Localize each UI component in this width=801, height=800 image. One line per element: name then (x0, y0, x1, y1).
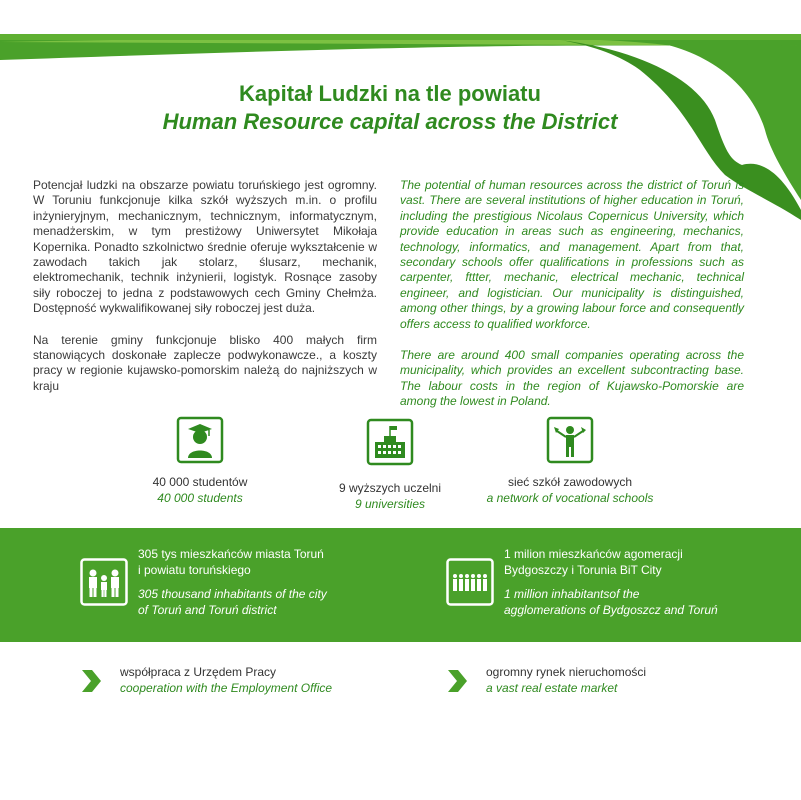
feature-vocational-en: a network of vocational schools (486, 491, 654, 505)
feature-universities-en: 9 universities (354, 497, 426, 511)
page-title-polish: Kapitał Ludzki na tle powiatu (239, 81, 541, 106)
graduate-icon (176, 416, 224, 464)
stat-2-en-line2: agglomerations of Bydgoszcz and Toruń (504, 603, 718, 617)
page-title-english: Human Resource capital across the District (162, 109, 618, 134)
polish-text-column (33, 178, 377, 410)
stat-1-en-line2: of Toruń and Toruń district (138, 603, 277, 617)
university-building-icon (366, 418, 414, 466)
chevron-right-icon (80, 668, 102, 694)
polish-paragraph-1: Potencjał ludzki na obszarze powiatu toruńskiego jest ogromny. W Toruniu funkcjonuje kilka szkół wyższych m.in. o profilu inżynieryjnym, mechanicznym, technicznym, informatycznym, menadżerskim, w tym prestiżowy Uniwersytet Mikołaja Kopernika. Ponadto szkolnictwo średnie oferuje wykształcenie w zawodach takich jak stolarz, ślusarz, mechanik, elektromechanik, technik inżynierii, logistyk. Rosnące zasoby siły roboczej to jedna z podstawowych cech Gminy Chełmża. Dostępność wykwalifikowanej siły roboczej jest duża. (33, 178, 377, 316)
stat-2-en-line1: 1 million inhabitantsof the (504, 587, 640, 601)
stats-band (0, 528, 801, 642)
feature-vocational-schools (470, 416, 670, 506)
english-text-column (400, 178, 744, 426)
link-real-estate-pl: ogromny rynek nieruchomości (486, 665, 647, 679)
stat-1-pl-line2: i powiatu toruńskiego (138, 563, 251, 577)
chevron-right-icon (446, 668, 468, 694)
crowd-icon (446, 558, 494, 606)
link-real-estate-en: a vast real estate market (486, 681, 618, 695)
feature-students-en: 40 000 students (157, 491, 243, 505)
stat-2-pl-line1: 1 milion mieszkańców agomeracji (504, 547, 683, 561)
feature-students-pl: 40 000 studentów (152, 475, 248, 489)
english-paragraph-1: The potential of human resources across the district of Toruń is vast. There are several institutions of higher education in Toruń, including the prestigious Nicolaus Copernicus University, which provide education in areas such as engineering, mechanics, technology, informatics, and management. Apart from that, secondary schools offer qualifications in professions such as carpenter, fttter, mechanic, electrical mechanic, technical engineer, and logistician. Our municipality is distinguished, among other things, by a growing labour force and consequently offers access to qualified workforce. (400, 178, 744, 331)
feature-students (120, 416, 280, 506)
family-icon (80, 558, 128, 606)
stat-2-pl-line2: Bydgoszczy i Torunia BiT City (504, 563, 662, 577)
stat-1-pl-line1: 305 tys mieszkańców miasta Toruń (138, 547, 324, 561)
title-block (0, 80, 780, 136)
polish-paragraph-2: Na terenie gminy funkcjonuje blisko 400 małych firm stanowiących doskonałe zaplecze podwykonawcze., a koszty pracy w regionie kujawsko-pomorskim należą do najniższych w kraju (33, 332, 377, 393)
worker-tools-icon (546, 416, 594, 464)
link-employment-office-en: cooperation with the Employment Office (120, 681, 333, 695)
link-employment-office-pl: współpraca z Urzędem Pracy (120, 665, 277, 679)
feature-universities (310, 418, 470, 512)
feature-vocational-pl: sieć szkół zawodowych (507, 475, 633, 489)
english-paragraph-2: There are around 400 small companies operating across the municipality, which provides an excellent subcontracting base. The labour costs in the region of Kujawsko-Pomorskie are among the lowest in Poland. (400, 348, 744, 409)
feature-universities-pl: 9 wyższych uczelni (338, 481, 442, 495)
stat-1-en-line1: 305 thousand inhabitants of the city (138, 587, 327, 601)
